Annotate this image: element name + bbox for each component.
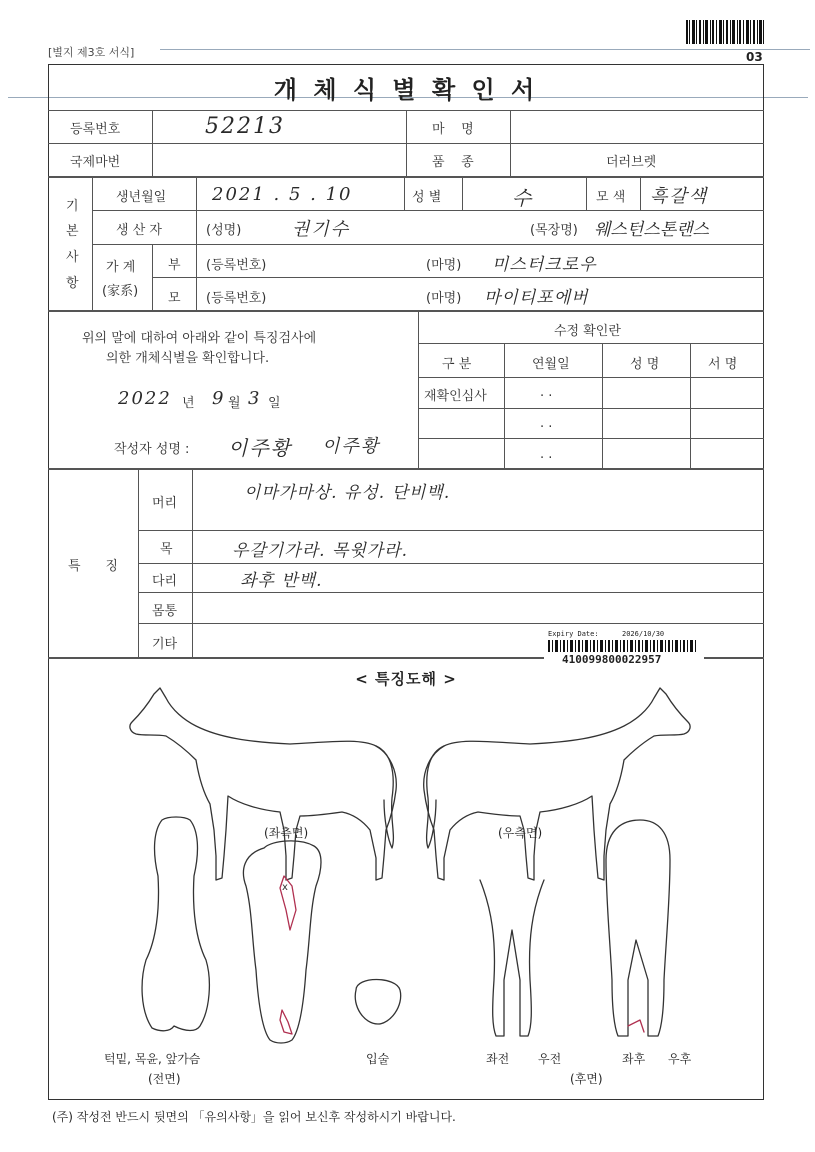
front-label: (전면) <box>148 1072 181 1086</box>
confirm-month: 9 <box>212 388 226 409</box>
front-caption: 턱밑, 목윤, 앞가슴 <box>104 1052 201 1066</box>
feature-legs-label: 다리 <box>152 574 178 589</box>
expiry-sticker <box>544 630 704 668</box>
left-front-label: 좌전 <box>486 1052 510 1066</box>
basic-side-1: 기 <box>66 199 79 214</box>
dam-label: 모 <box>168 291 181 306</box>
revision-row-2-date: . . <box>540 416 553 431</box>
confirm-day: 3 <box>248 388 262 409</box>
feature-head-label: 머리 <box>152 496 178 511</box>
rear-sock-marking <box>628 1020 644 1032</box>
ranch-value: 웨스턴스톤랜스 <box>594 220 709 240</box>
right-side-horse <box>424 688 690 880</box>
dam-reg-label: (등록번호) <box>206 291 267 306</box>
svg-text:x: x <box>282 882 288 893</box>
horse-name-label: 마 명 <box>432 122 474 137</box>
sticker-code: 410099800022957 <box>562 653 662 666</box>
front-legs-view <box>480 880 544 1036</box>
revision-row-1-date: . . <box>540 385 553 400</box>
producer-name-value: 권기수 <box>292 219 351 240</box>
breed-label: 품 종 <box>432 155 474 170</box>
left-side-label: (좌측면) <box>264 826 309 840</box>
expiry-value: 2026/10/30 <box>622 630 665 638</box>
producer-label: 생 산 자 <box>116 223 162 238</box>
page-code: 03 <box>746 50 763 64</box>
birth-value: 2021 . 5 . 10 <box>212 184 353 205</box>
revision-row-1-category: 재확인심사 <box>424 389 487 404</box>
feature-other-label: 기타 <box>152 637 178 652</box>
diagram-title: < 특징도해 > <box>355 670 457 688</box>
confirm-text-2: 의한 개체식별을 확인합니다. <box>106 351 270 366</box>
features-side-label: 특 징 <box>68 559 118 574</box>
basic-side-2: 본 <box>66 224 79 239</box>
intl-no-label: 국제마번 <box>70 155 121 170</box>
year-unit: 년 <box>182 396 195 411</box>
expiry-label: Expiry Date: <box>548 630 599 638</box>
sire-name-label: (마명) <box>426 258 462 273</box>
form-label: [별지 제3호 서식] <box>48 46 135 59</box>
dam-name-label: (마명) <box>426 291 462 306</box>
revision-title: 수정 확인란 <box>554 324 621 339</box>
breed-value: 더러브렛 <box>606 155 657 170</box>
feature-neck-label: 목 <box>160 542 173 557</box>
writer-name: 이주황 <box>228 436 292 460</box>
rear-label: (후면) <box>570 1072 603 1086</box>
feature-legs-value: 좌후 반백. <box>240 571 323 591</box>
reg-no-label: 등록번호 <box>70 122 121 137</box>
month-unit: 월 <box>228 396 241 411</box>
page-title: 개 체 식 별 확 인 서 <box>273 76 539 104</box>
muzzle-label: 입술 <box>366 1052 390 1066</box>
snip-marking <box>280 1010 292 1034</box>
confirm-year: 2022 <box>118 388 172 409</box>
dam-name-value: 마이티포에버 <box>484 288 589 308</box>
muzzle-view <box>355 980 400 1025</box>
head-front-view <box>243 841 321 1043</box>
ranch-label: (목장명) <box>530 223 578 238</box>
feature-body-label: 몸통 <box>152 604 178 619</box>
basic-side-4: 항 <box>66 276 79 291</box>
footer-note: (주) 작성전 반드시 뒷면의 「유의사항」을 읽어 보신후 작성하시기 바랍니다. <box>52 1110 456 1124</box>
horse-diagram <box>100 680 720 1060</box>
sire-name-value: 미스터크로우 <box>492 255 597 275</box>
right-rear-label: 우후 <box>668 1052 692 1066</box>
rear-view <box>606 820 670 1036</box>
day-unit: 일 <box>268 396 281 411</box>
basic-side-3: 사 <box>66 250 79 265</box>
coat-label: 모 색 <box>596 190 626 205</box>
reg-no-value: 52213 <box>205 114 285 139</box>
coat-value: 흑갈색 <box>650 186 709 207</box>
family-hanja: (家系) <box>102 284 139 299</box>
revision-header-name: 성 명 <box>630 357 660 372</box>
writer-label: 작성자 성명 : <box>114 442 190 457</box>
feature-head-value: 이마가마상. 유성. 단비백. <box>244 483 451 503</box>
birth-label: 생년월일 <box>116 190 167 205</box>
family-label: 가 계 <box>106 260 136 275</box>
feature-neck-value: 우갈기가라. 목윗가라. <box>232 541 409 561</box>
revision-row-3-date: . . <box>540 447 553 462</box>
front-view <box>142 817 209 1031</box>
revision-header-date: 연월일 <box>532 357 570 372</box>
right-side-label: (우측면) <box>498 826 543 840</box>
top-blue-rule <box>160 49 810 50</box>
top-barcode <box>686 20 764 44</box>
producer-name-label: (성명) <box>206 223 242 238</box>
sire-reg-label: (등록번호) <box>206 258 267 273</box>
writer-signature: 이주황 <box>322 436 381 457</box>
confirm-text-1: 위의 말에 대하여 아래와 같이 특징검사에 <box>82 331 317 346</box>
revision-header-sign: 서 명 <box>708 357 738 372</box>
revision-header-category: 구 분 <box>442 357 472 372</box>
sex-value: 수 <box>512 186 534 210</box>
right-front-label: 우전 <box>538 1052 562 1066</box>
left-side-horse <box>130 688 396 880</box>
sticker-barcode <box>548 640 698 652</box>
sire-label: 부 <box>168 258 181 273</box>
left-rear-label: 좌후 <box>622 1052 646 1066</box>
sex-label: 성 별 <box>412 190 442 205</box>
